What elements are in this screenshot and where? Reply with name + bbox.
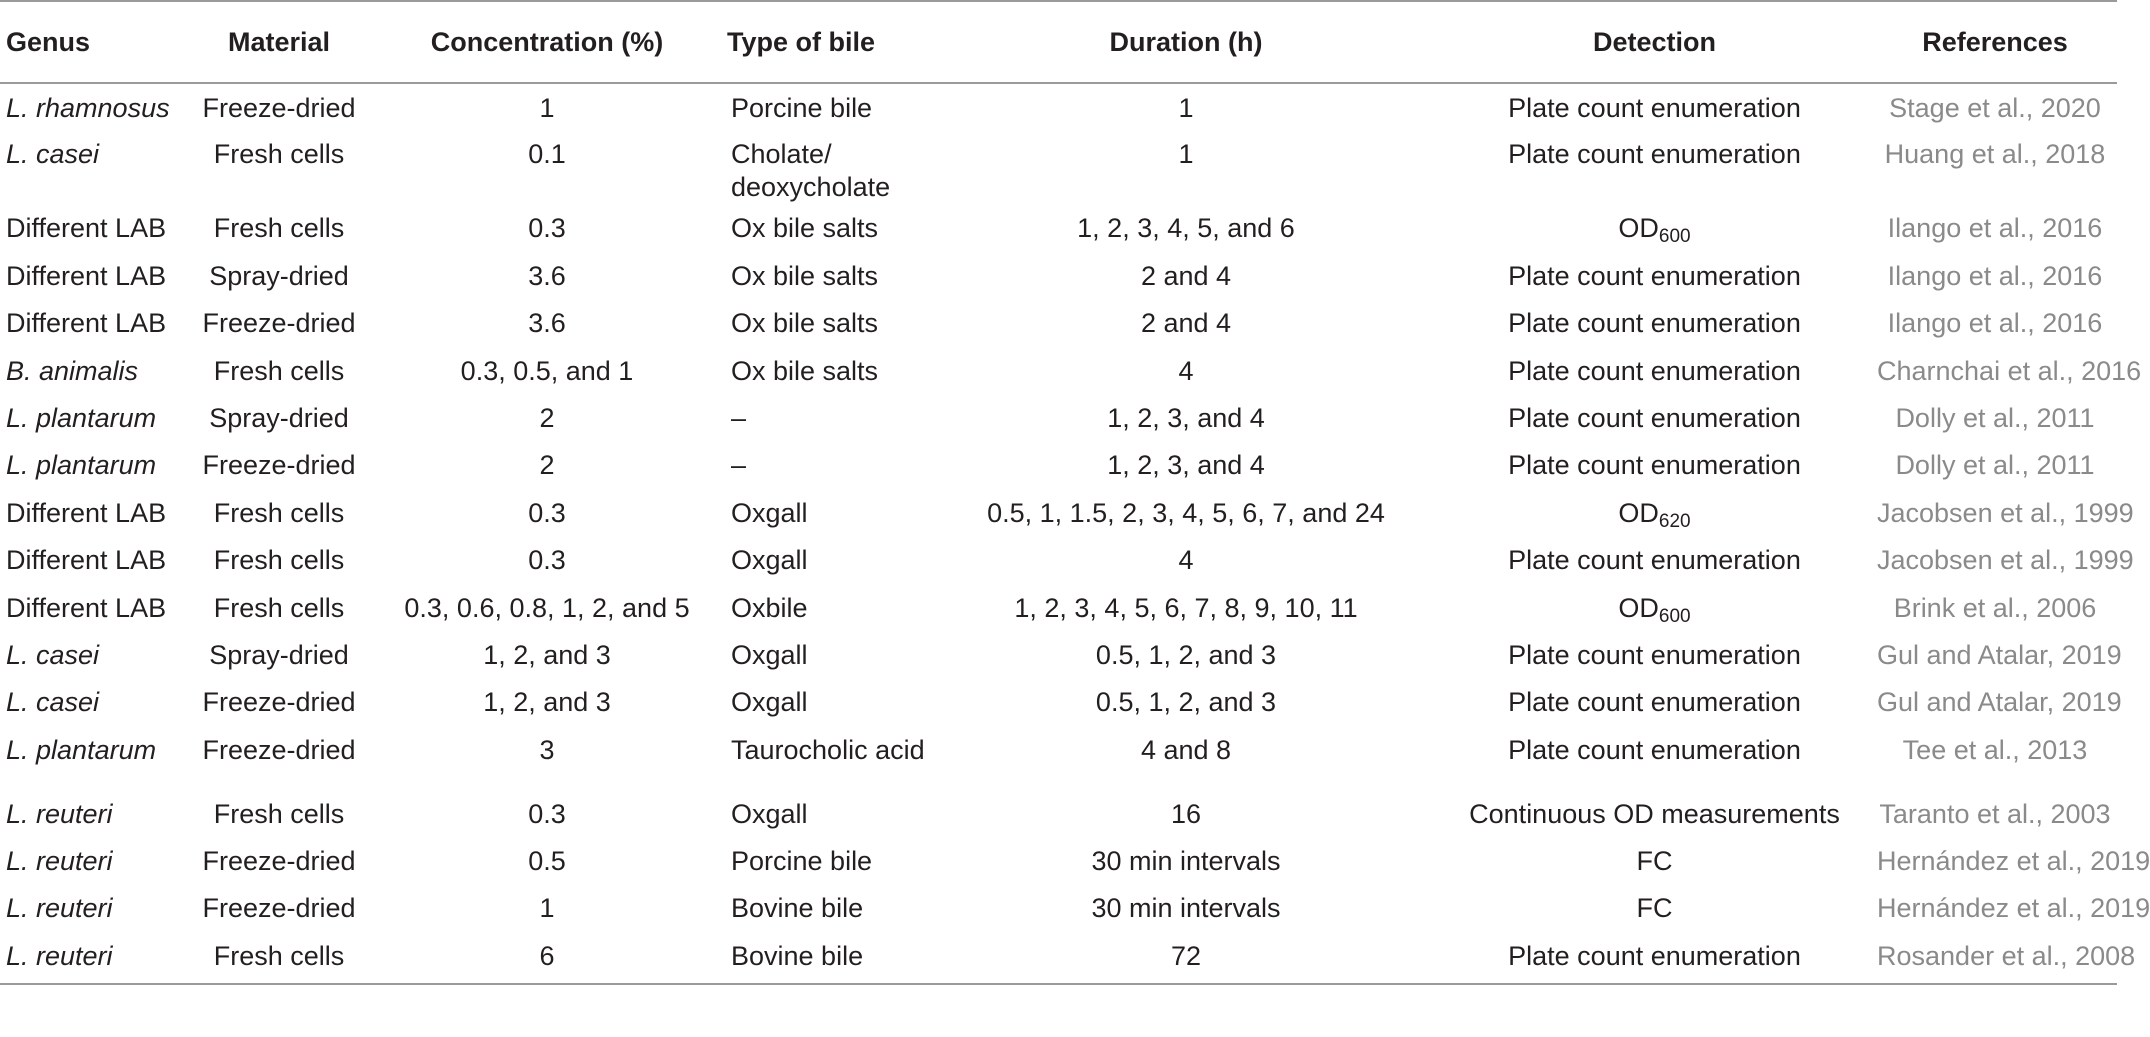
concentration-cell	[373, 884, 721, 931]
table-row	[0, 441, 2117, 488]
concentration-cell-text: 0.1	[528, 139, 566, 170]
genus-cell-text: L. rhamnosus	[6, 93, 170, 123]
genus-cell-text: L. reuteri	[6, 798, 113, 829]
reference-cell-text: Tee et al., 2013	[1902, 734, 2088, 765]
detection-cell-text: Plate count enumeration	[1508, 734, 1801, 765]
reference-cell-text: Taranto et al., 2003	[1879, 798, 2111, 829]
bile-type-cell-text: –	[731, 450, 747, 481]
bile-type-cell-text: Bovine bile	[731, 940, 864, 971]
bile-type-cell-text: Porcine bile	[731, 93, 873, 123]
duration-cell-text: 0.5, 1, 2, and 3	[1095, 687, 1277, 718]
detection-cell	[1436, 584, 1873, 631]
table-row	[0, 837, 2117, 884]
reference-cell	[1873, 678, 2122, 725]
reference-cell-text: Jacobsen et al., 1999	[1877, 545, 2134, 576]
detection-subscript: 620	[1658, 510, 1691, 532]
material-cell	[185, 536, 373, 583]
detection-cell-text: FC	[1636, 893, 1673, 924]
concentration-cell-text: 3	[539, 734, 555, 765]
detection-cell	[1436, 441, 1873, 488]
material-cell-text: Spray-dried	[209, 402, 349, 433]
detection-cell	[1436, 130, 1873, 204]
table-row	[0, 83, 2117, 130]
genus-cell-text: Different LAB	[6, 592, 167, 623]
material-cell-text: Fresh cells	[213, 139, 345, 170]
bile-type-cell	[721, 678, 936, 725]
duration-cell	[936, 347, 1436, 394]
duration-cell	[936, 83, 1436, 130]
bile-type-cell	[721, 837, 936, 884]
duration-cell-text: 30 min intervals	[1091, 893, 1281, 924]
bile-type-cell-text: Ox bile salts	[731, 308, 879, 339]
duration-cell-text: 0.5, 1, 1.5, 2, 3, 4, 5, 6, 7, and 24	[987, 497, 1385, 528]
reference-cell	[1873, 394, 2117, 441]
bile-type-cell	[721, 932, 936, 984]
material-cell	[185, 252, 373, 299]
material-cell	[185, 130, 373, 204]
genus-cell	[0, 837, 185, 884]
genus-cell-text: L. plantarum	[6, 734, 157, 765]
material-cell-text: Freeze-dried	[202, 687, 356, 718]
material-cell	[185, 790, 373, 837]
reference-cell-text: Rosander et al., 2008	[1877, 940, 2136, 971]
material-cell	[185, 394, 373, 441]
table-body	[0, 83, 2150, 984]
bile-type-cell-text: Taurocholic acid	[731, 734, 925, 765]
reference-cell	[1873, 631, 2122, 678]
bile-type-cell	[721, 536, 936, 583]
duration-cell	[936, 252, 1436, 299]
genus-cell	[0, 299, 185, 346]
reference-cell-text: Ilango et al., 2016	[1887, 308, 2103, 339]
reference-cell-text: Dolly et al., 2011	[1895, 402, 2095, 433]
duration-cell-text: 1, 2, 3, 4, 5, and 6	[1077, 213, 1295, 244]
reference-cell-text: Ilango et al., 2016	[1887, 213, 2103, 244]
material-cell-text: Freeze-dried	[202, 846, 356, 877]
concentration-cell-text: 0.3	[528, 497, 566, 528]
duration-cell-text: 0.5, 1, 2, and 3	[1095, 639, 1277, 670]
concentration-cell-text: 0.3	[528, 213, 566, 244]
genus-cell-text: Different LAB	[6, 308, 167, 339]
concentration-cell-text: 0.3	[528, 545, 566, 576]
bile-type-cell-text: Oxgall	[731, 687, 808, 718]
reference-cell	[1873, 299, 2117, 346]
duration-cell	[936, 726, 1436, 790]
reference-cell-text: Jacobsen et al., 1999	[1877, 497, 2134, 528]
bile-type-cell	[721, 204, 936, 251]
detection-cell	[1436, 347, 1873, 394]
reference-cell	[1873, 252, 2117, 299]
detection-cell-text: Plate count enumeration	[1508, 687, 1801, 718]
detection-cell	[1436, 932, 1873, 984]
genus-cell-text: L. reuteri	[6, 940, 113, 971]
concentration-cell	[373, 252, 721, 299]
material-cell-text: Spray-dried	[209, 260, 349, 291]
reference-cell	[1873, 837, 2150, 884]
reference-cell-text: Dolly et al., 2011	[1895, 450, 2095, 481]
concentration-cell-text: 0.3, 0.6, 0.8, 1, 2, and 5	[404, 592, 690, 623]
genus-cell-text: L. plantarum	[6, 402, 157, 433]
bile-type-cell-text: –	[731, 402, 747, 433]
reference-cell-text: Hernández et al., 2019	[1877, 846, 2150, 877]
detection-cell-text: FC	[1636, 846, 1673, 877]
table-header	[0, 1, 2117, 83]
concentration-cell-text: 1	[539, 93, 555, 123]
duration-cell-text: 4	[1178, 545, 1194, 576]
material-cell	[185, 347, 373, 394]
reference-cell	[1873, 130, 2117, 204]
bile-type-cell	[721, 394, 936, 441]
bile-type-cell-text: Porcine bile	[731, 846, 873, 877]
genus-cell	[0, 441, 185, 488]
detection-cell-text: Plate count enumeration	[1508, 402, 1801, 433]
detection-cell	[1436, 884, 1873, 931]
detection-subscript: 600	[1658, 226, 1691, 248]
reference-cell-text: Hernández et al., 2019	[1877, 893, 2150, 924]
duration-cell-text: 1, 2, 3, 4, 5, 6, 7, 8, 9, 10, 11	[1014, 592, 1358, 623]
duration-cell	[936, 536, 1436, 583]
detection-cell-text: Continuous OD measurements	[1469, 798, 1840, 829]
material-cell	[185, 726, 373, 790]
detection-cell	[1436, 631, 1873, 678]
table-row	[0, 631, 2117, 678]
material-cell-text: Fresh cells	[213, 798, 345, 829]
material-cell-text: Freeze-dried	[202, 93, 356, 123]
reference-cell	[1873, 932, 2136, 984]
material-cell-text: Fresh cells	[213, 592, 345, 623]
concentration-cell-text: 0.3	[528, 798, 566, 829]
bile-type-cell	[721, 130, 936, 204]
material-cell-text: Freeze-dried	[202, 308, 356, 339]
header-references: References	[1873, 1, 2117, 83]
concentration-cell-text: 1, 2, and 3	[483, 639, 611, 670]
bile-type-cell-text: Ox bile salts	[731, 355, 879, 386]
detection-cell	[1436, 83, 1873, 130]
bile-type-cell	[721, 631, 936, 678]
duration-cell	[936, 932, 1436, 984]
material-cell-text: Fresh cells	[213, 213, 345, 244]
table-row	[0, 790, 2117, 837]
header-type-of-bile: Type of bile	[721, 1, 936, 83]
header-detection: Detection	[1436, 1, 1873, 83]
duration-cell-text: 30 min intervals	[1091, 846, 1281, 877]
reference-cell-text: Brink et al., 2006	[1893, 592, 2097, 623]
material-cell-text: Spray-dried	[209, 639, 349, 670]
duration-cell-text: 1, 2, 3, and 4	[1107, 402, 1265, 433]
genus-cell	[0, 678, 185, 725]
genus-cell	[0, 489, 185, 536]
concentration-cell	[373, 83, 721, 130]
detection-cell	[1436, 678, 1873, 725]
material-cell-text: Fresh cells	[213, 355, 345, 386]
duration-cell-text: 2 and 4	[1140, 260, 1232, 291]
table-row	[0, 489, 2117, 536]
reference-cell-text: Stage et al., 2020	[1889, 93, 2101, 123]
genus-cell	[0, 584, 185, 631]
table-row	[0, 299, 2117, 346]
duration-cell	[936, 584, 1436, 631]
detection-cell-text: Plate count enumeration	[1508, 545, 1801, 576]
genus-cell	[0, 204, 185, 251]
concentration-cell	[373, 347, 721, 394]
bile-type-cell	[721, 489, 936, 536]
genus-cell	[0, 790, 185, 837]
table-row	[0, 884, 2117, 931]
detection-cell-text: Plate count enumeration	[1508, 260, 1801, 291]
duration-cell	[936, 204, 1436, 251]
material-cell-text: Fresh cells	[213, 497, 345, 528]
duration-cell-text: 1	[1178, 139, 1194, 170]
reference-cell	[1873, 441, 2117, 488]
bile-type-cell-text: Ox bile salts	[731, 260, 879, 291]
genus-cell-text: Different LAB	[6, 497, 167, 528]
header-genus: Genus	[0, 1, 185, 83]
genus-cell	[0, 394, 185, 441]
table-row	[0, 678, 2117, 725]
concentration-cell	[373, 584, 721, 631]
table-row	[0, 726, 2117, 790]
detection-cell-text: OD	[1618, 213, 1659, 244]
material-cell	[185, 884, 373, 931]
material-cell-text: Fresh cells	[213, 940, 345, 971]
concentration-cell-text: 6	[539, 940, 555, 971]
detection-cell-text: Plate count enumeration	[1508, 639, 1801, 670]
detection-cell	[1436, 204, 1873, 251]
duration-cell	[936, 394, 1436, 441]
duration-cell-text: 1	[1178, 93, 1194, 123]
bile-type-cell-text: Oxgall	[731, 497, 808, 528]
bile-type-cell	[721, 726, 936, 790]
duration-cell	[936, 790, 1436, 837]
genus-cell	[0, 252, 185, 299]
detection-cell	[1436, 489, 1873, 536]
table-row	[0, 347, 2117, 394]
genus-cell-text: L. casei	[6, 139, 100, 170]
detection-cell-text: Plate count enumeration	[1508, 93, 1801, 123]
reference-cell	[1873, 790, 2117, 837]
bile-type-cell-text: Ox bile salts	[731, 213, 879, 244]
bile-type-cell	[721, 441, 936, 488]
concentration-cell	[373, 489, 721, 536]
bile-type-cell	[721, 884, 936, 931]
duration-cell	[936, 489, 1436, 536]
material-cell	[185, 299, 373, 346]
genus-cell	[0, 726, 185, 790]
material-cell-text: Freeze-dried	[202, 450, 356, 481]
material-cell	[185, 489, 373, 536]
genus-cell-text: B. animalis	[6, 355, 139, 386]
bile-type-cell	[721, 790, 936, 837]
concentration-cell	[373, 299, 721, 346]
genus-cell-text: Different LAB	[6, 260, 167, 291]
header-material: Material	[185, 1, 373, 83]
duration-cell-text: 4 and 8	[1140, 734, 1232, 765]
genus-cell-text: L. casei	[6, 687, 100, 718]
duration-cell	[936, 441, 1436, 488]
table-row	[0, 536, 2117, 583]
duration-cell	[936, 884, 1436, 931]
concentration-cell-text: 0.3, 0.5, and 1	[460, 355, 634, 386]
detection-cell-text: Plate count enumeration	[1508, 940, 1801, 971]
material-cell	[185, 83, 373, 130]
duration-cell-text: 1, 2, 3, and 4	[1107, 450, 1265, 481]
reference-cell-text: Huang et al., 2018	[1884, 139, 2106, 170]
material-cell	[185, 678, 373, 725]
bile-type-cell-text: Oxbile	[731, 592, 808, 623]
concentration-cell-text: 0.5	[528, 846, 566, 877]
material-cell-text: Freeze-dried	[202, 734, 356, 765]
reference-cell	[1873, 536, 2134, 583]
concentration-cell	[373, 726, 721, 790]
concentration-cell	[373, 204, 721, 251]
bile-type-cell	[721, 347, 936, 394]
duration-cell-text: 16	[1170, 798, 1202, 829]
reference-cell	[1873, 584, 2117, 631]
reference-cell	[1873, 489, 2134, 536]
detection-cell	[1436, 790, 1873, 837]
bile-type-cell-text: Oxgall	[731, 798, 808, 829]
table-row	[0, 932, 2117, 984]
detection-cell-text: Plate count enumeration	[1508, 308, 1801, 339]
detection-cell-text: OD	[1618, 592, 1659, 623]
detection-cell	[1436, 252, 1873, 299]
concentration-cell	[373, 394, 721, 441]
concentration-cell	[373, 790, 721, 837]
bile-type-cell	[721, 299, 936, 346]
genus-cell	[0, 884, 185, 931]
detection-cell	[1436, 394, 1873, 441]
concentration-cell-text: 1	[539, 893, 555, 924]
concentration-cell-text: 2	[539, 450, 555, 481]
detection-subscript: 600	[1658, 605, 1691, 627]
bile-type-cell-text: Oxgall	[731, 639, 808, 670]
duration-cell-text: 4	[1178, 355, 1194, 386]
bile-type-cell	[721, 83, 936, 130]
concentration-cell-text: 3.6	[528, 260, 566, 291]
detection-cell-text: Plate count enumeration	[1508, 139, 1801, 170]
bile-type-cell	[721, 252, 936, 299]
concentration-cell	[373, 678, 721, 725]
concentration-cell	[373, 932, 721, 984]
reference-cell	[1873, 884, 2150, 931]
material-cell	[185, 932, 373, 984]
concentration-cell	[373, 837, 721, 884]
duration-cell	[936, 678, 1436, 725]
reference-cell-text: Gul and Atalar, 2019	[1877, 639, 2122, 670]
detection-cell-text: Plate count enumeration	[1508, 450, 1801, 481]
genus-cell	[0, 536, 185, 583]
duration-cell-text: 2 and 4	[1140, 308, 1232, 339]
concentration-cell-text: 1, 2, and 3	[483, 687, 611, 718]
genus-cell	[0, 83, 185, 130]
genus-cell-text: L. reuteri	[6, 846, 113, 877]
material-cell	[185, 837, 373, 884]
material-cell	[185, 204, 373, 251]
header-concentration: Concentration (%)	[373, 1, 721, 83]
reference-cell-text: Gul and Atalar, 2019	[1877, 687, 2122, 718]
genus-cell-text: Different LAB	[6, 213, 167, 244]
genus-cell	[0, 347, 185, 394]
duration-cell	[936, 130, 1436, 204]
genus-cell-text: Different LAB	[6, 545, 167, 576]
duration-cell-text: 72	[1170, 940, 1202, 971]
reference-cell	[1873, 347, 2142, 394]
concentration-cell	[373, 631, 721, 678]
detection-cell	[1436, 837, 1873, 884]
reference-cell	[1873, 726, 2117, 790]
duration-cell	[936, 299, 1436, 346]
detection-cell-text: OD	[1618, 497, 1659, 528]
reference-cell	[1873, 83, 2117, 130]
concentration-cell	[373, 536, 721, 583]
material-cell	[185, 441, 373, 488]
duration-cell	[936, 837, 1436, 884]
reference-cell-text: Charnchai et al., 2016	[1877, 355, 2142, 386]
detection-cell-text: Plate count enumeration	[1508, 355, 1801, 386]
material-cell	[185, 584, 373, 631]
concentration-cell	[373, 130, 721, 204]
detection-cell	[1436, 299, 1873, 346]
table-row	[0, 204, 2117, 251]
concentration-cell-text: 2	[539, 402, 555, 433]
reference-cell-text: Ilango et al., 2016	[1887, 260, 2103, 291]
table-row	[0, 584, 2117, 631]
material-cell-text: Freeze-dried	[202, 893, 356, 924]
concentration-cell-text: 3.6	[528, 308, 566, 339]
bile-type-cell	[721, 584, 936, 631]
table-row	[0, 252, 2117, 299]
material-cell-text: Fresh cells	[213, 545, 345, 576]
detection-cell	[1436, 726, 1873, 790]
duration-cell	[936, 631, 1436, 678]
genus-cell-text: L. casei	[6, 639, 100, 670]
header-duration: Duration (h)	[936, 1, 1436, 83]
bile-type-cell-text: Oxgall	[731, 545, 808, 576]
concentration-cell	[373, 441, 721, 488]
bile-type-cell-text: Cholate/ deoxycholate	[731, 139, 891, 203]
reference-cell	[1873, 204, 2117, 251]
bile-type-cell-text: Bovine bile	[731, 893, 864, 924]
genus-cell	[0, 631, 185, 678]
genus-cell-text: L. reuteri	[6, 893, 113, 924]
header-row	[0, 1, 2117, 83]
genus-cell	[0, 932, 185, 984]
table-row	[0, 130, 2117, 204]
genus-cell	[0, 130, 185, 204]
table-row	[0, 394, 2117, 441]
detection-cell	[1436, 536, 1873, 583]
genus-cell-text: L. plantarum	[6, 450, 157, 481]
material-cell	[185, 631, 373, 678]
